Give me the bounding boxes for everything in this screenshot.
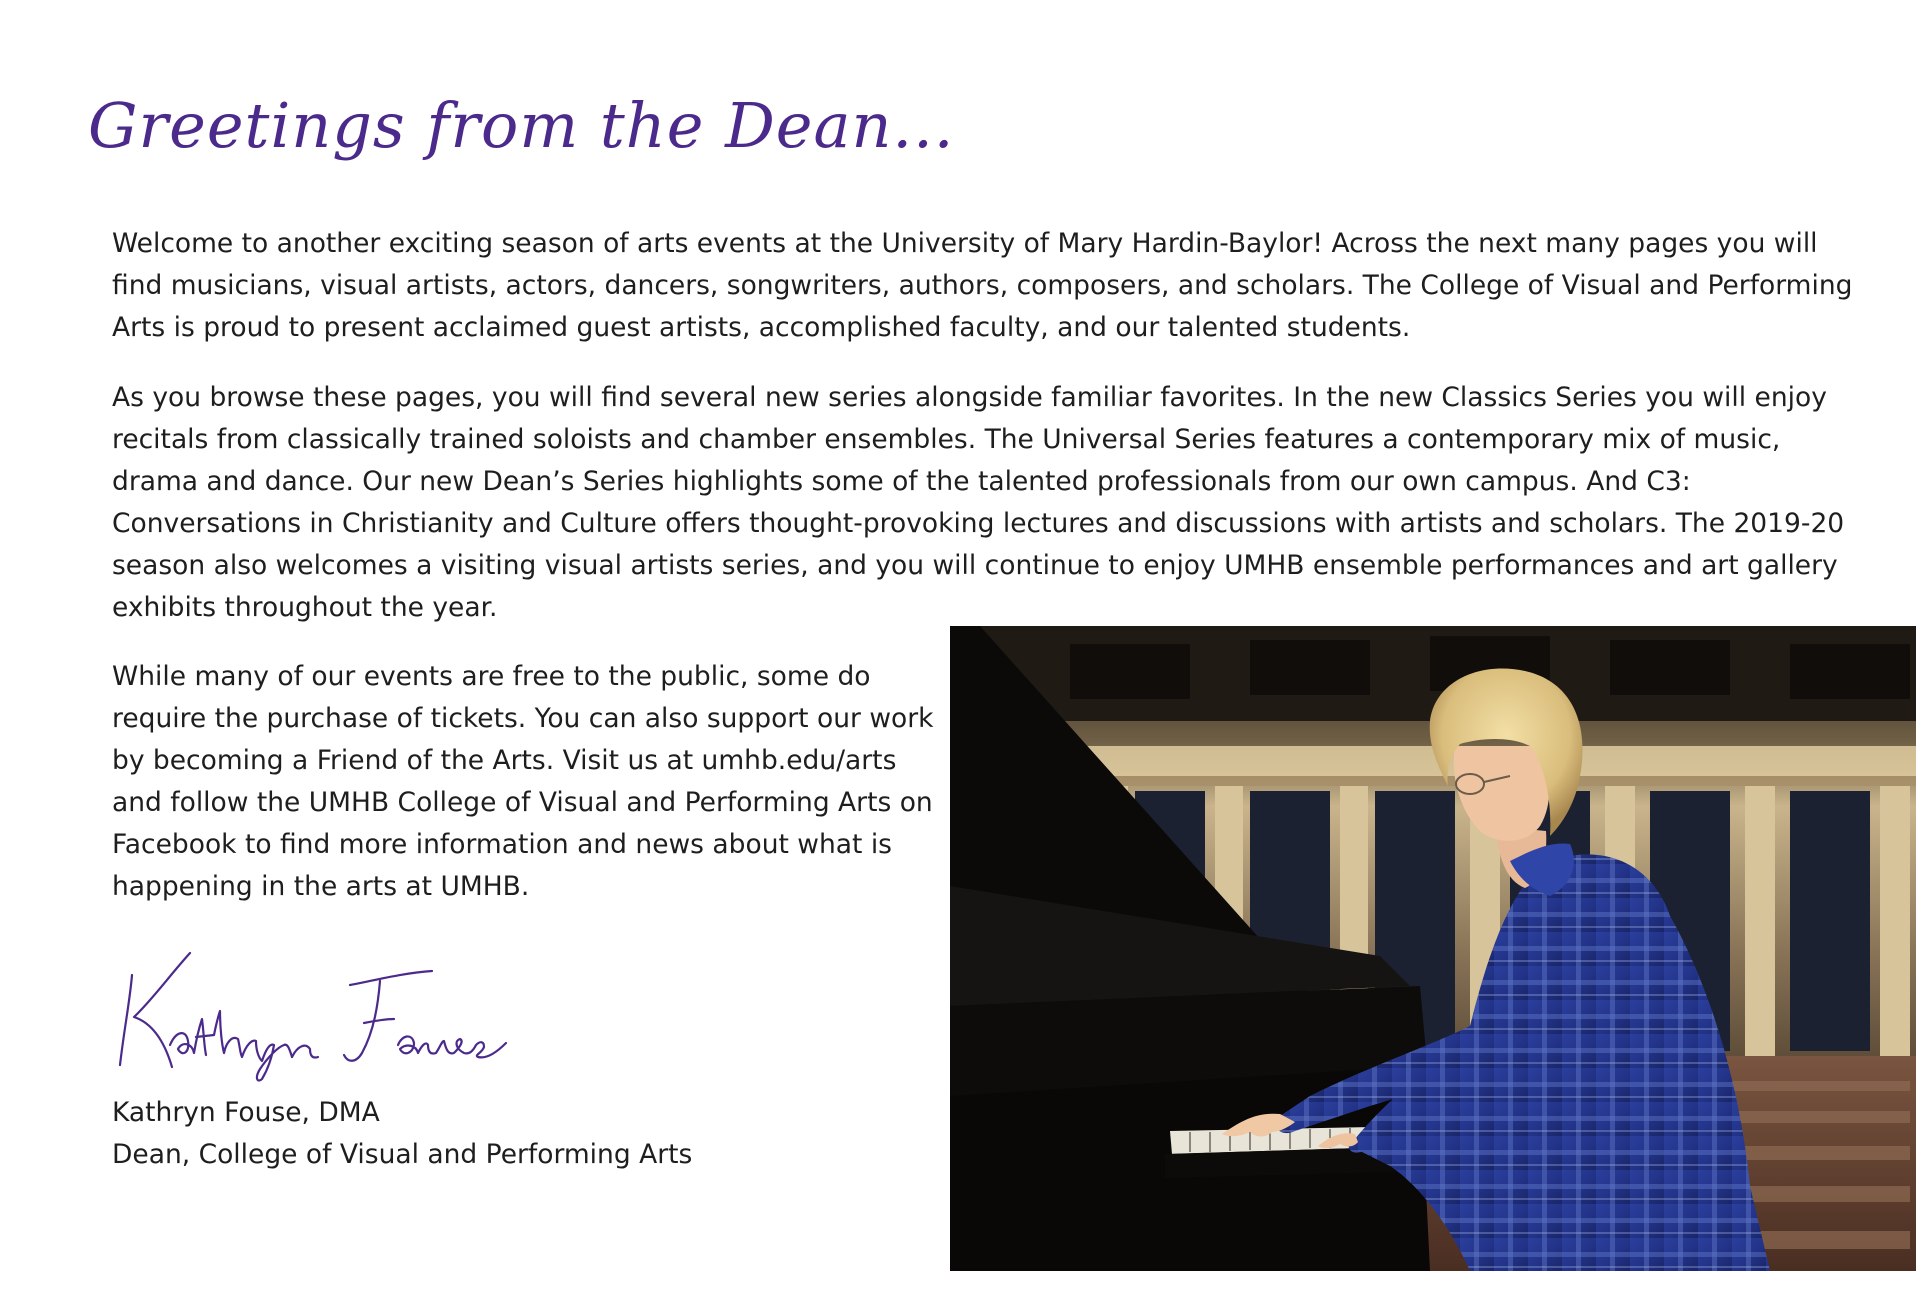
page-title: Greetings from the Dean... — [88, 89, 955, 162]
pianist-photo — [950, 626, 1916, 1271]
signer-name: Kathryn Fouse, DMA — [112, 1097, 380, 1128]
tickets-paragraph: While many of our events are free to the public, some do require the purchase of tickets. You can also support our work by becoming a Friend of the Arts. Visit us at umhb.edu/arts and follow the UMHB College of Visual and Performing Arts on Facebook to find more information and news about what is happening in the arts at UMHB. — [112, 661, 934, 902]
series-paragraph: As you browse these pages, you will find several new series alongside familiar favorites. In the new Classics Series you will enjoy recitals from classically trained soloists and chamber ensembles. The Universal Series features a contemporary mix of music, drama and dance. Our new Dean’s Series highlights some of the talented professionals from our own campus. And C3: Conversations in Christianity and Culture offers thought-provoking lectures and discussions with artists and scholars. The 2019-20 season also welcomes a visiting visual artists series, and you will continue to enjoy UMHB ensemble performances and art gallery exhibits throughout the year. — [112, 382, 1845, 623]
handwritten-signature — [112, 945, 532, 1085]
welcome-paragraph: Welcome to another exciting season of arts events at the University of Mary Hardin-Baylor! Across the next many pages you will find musicians, visual artists, actors, dancers, songwriters, authors, composers, and scholars. The College of Visual and Performing Arts is proud to present acclaimed guest artists, accomplished faculty, and our talented students. — [112, 228, 1853, 343]
signer-title: Dean, College of Visual and Performing Arts — [112, 1139, 693, 1170]
